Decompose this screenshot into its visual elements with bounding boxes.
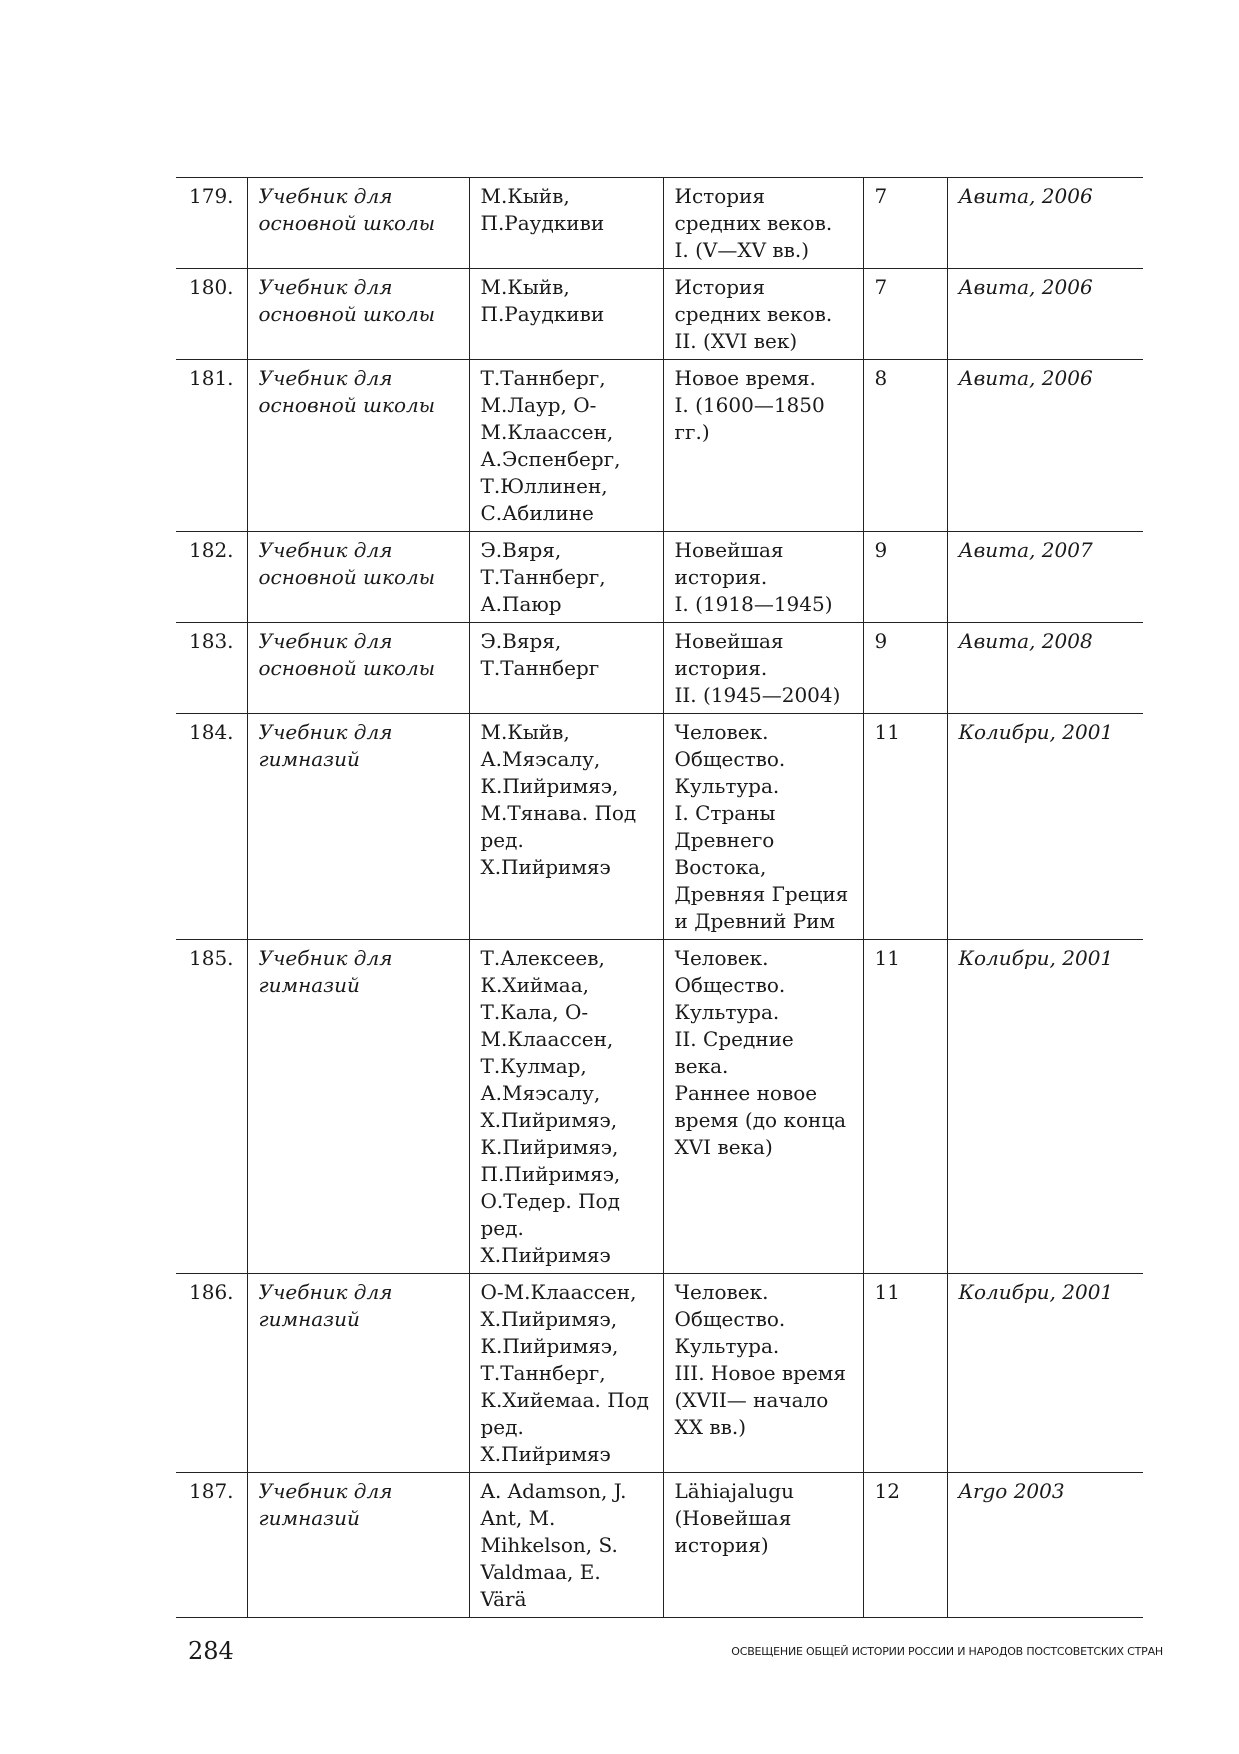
book-type: Учебник для основной школы	[247, 360, 469, 532]
book-title: Новейшая история. I. (1918—1945)	[663, 532, 863, 623]
row-number: 187.	[189, 1479, 234, 1503]
publisher: Argo 2003	[947, 1473, 1143, 1618]
authors: М.Кыйв, П.Раудкиви	[469, 269, 663, 360]
table-row	[176, 532, 1143, 623]
grade: 9	[863, 532, 947, 623]
book-title: Человек. Общество. Культура. II. Средние века. Раннее новое время (до конца XVI века)	[663, 940, 863, 1274]
authors: М.Кыйв, А.Мяэсалу, К.Пийримяэ, М.Тянава. Под ред. Х.Пийримяэ	[469, 714, 663, 940]
table-row	[176, 178, 1143, 269]
row-number: 182.	[189, 538, 234, 562]
grade: 11	[863, 940, 947, 1274]
table-row	[176, 1473, 1143, 1618]
grade: 7	[863, 269, 947, 360]
publisher: Колибри, 2001	[947, 714, 1143, 940]
book-title: История средних веков. II. (XVI век)	[663, 269, 863, 360]
book-type: Учебник для гимназий	[247, 1274, 469, 1473]
table-row	[176, 269, 1143, 360]
row-number: 181.	[189, 366, 234, 390]
book-type: Учебник для основной школы	[247, 623, 469, 714]
book-title: Человек. Общество. Культура. I. Страны Древнего Востока, Древняя Греция и Древний Рим	[663, 714, 863, 940]
authors: A. Adamson, J. Ant, M. Mihkelson, S. Valdmaa, E. Värä	[469, 1473, 663, 1618]
row-number: 185.	[189, 946, 234, 970]
book-type: Учебник для гимназий	[247, 714, 469, 940]
book-title: Lähiajalugu (Новейшая история)	[663, 1473, 863, 1618]
table-row	[176, 714, 1143, 940]
grade: 9	[863, 623, 947, 714]
authors: Э.Вяря, Т.Таннберг, А.Паюр	[469, 532, 663, 623]
publisher: Авита, 2006	[947, 360, 1143, 532]
publisher: Авита, 2006	[947, 178, 1143, 269]
book-type: Учебник для основной школы	[247, 178, 469, 269]
authors: Т.Алексеев, К.Хиймаа, Т.Кала, О- М.Клаассен, Т.Кулмар, А.Мяэсалу, Х.Пийримяэ, К.Пийримяэ, П.Пийримяэ, О.Тедер. Под ред. Х.Пийримяэ	[469, 940, 663, 1274]
grade: 12	[863, 1473, 947, 1618]
publisher: Авита, 2008	[947, 623, 1143, 714]
book-title: История средних веков. I. (V—XV вв.)	[663, 178, 863, 269]
book-type: Учебник для основной школы	[247, 532, 469, 623]
publisher: Колибри, 2001	[947, 940, 1143, 1274]
book-title: Новое время. I. (1600—1850 гг.)	[663, 360, 863, 532]
table-row	[176, 360, 1143, 532]
publisher: Колибри, 2001	[947, 1274, 1143, 1473]
table-row	[176, 1274, 1143, 1473]
row-number: 180.	[189, 275, 234, 299]
row-number: 186.	[189, 1280, 234, 1304]
grade: 11	[863, 714, 947, 940]
book-type: Учебник для гимназий	[247, 1473, 469, 1618]
table-row	[176, 940, 1143, 1274]
publisher: Авита, 2006	[947, 269, 1143, 360]
table-row	[176, 623, 1143, 714]
authors: Т.Таннберг, М.Лаур, О- М.Клаассен, А.Эспенберг, Т.Юллинен, С.Абилине	[469, 360, 663, 532]
running-title: ОСВЕЩЕНИЕ ОБЩЕЙ ИСТОРИИ РОССИИ И НАРОДОВ ПОСТСОВЕТСКИХ СТРАН	[731, 1645, 1163, 1658]
publisher: Авита, 2007	[947, 532, 1143, 623]
row-number: 183.	[189, 629, 234, 653]
page-number: 284	[188, 1637, 234, 1665]
authors: О-М.Клаассен, Х.Пийримяэ, К.Пийримяэ, Т.Таннберг, К.Хийемаа. Под ред. Х.Пийримяэ	[469, 1274, 663, 1473]
book-title: Новейшая история. II. (1945—2004)	[663, 623, 863, 714]
book-type: Учебник для гимназий	[247, 940, 469, 1274]
book-title: Человек. Общество. Культура. III. Новое время (XVII— начало XX вв.)	[663, 1274, 863, 1473]
row-number: 184.	[189, 720, 234, 744]
grade: 7	[863, 178, 947, 269]
book-type: Учебник для основной школы	[247, 269, 469, 360]
authors: М.Кыйв, П.Раудкиви	[469, 178, 663, 269]
grade: 8	[863, 360, 947, 532]
row-number: 179.	[189, 184, 234, 208]
grade: 11	[863, 1274, 947, 1473]
authors: Э.Вяря, Т.Таннберг	[469, 623, 663, 714]
textbook-table	[176, 177, 1143, 1618]
